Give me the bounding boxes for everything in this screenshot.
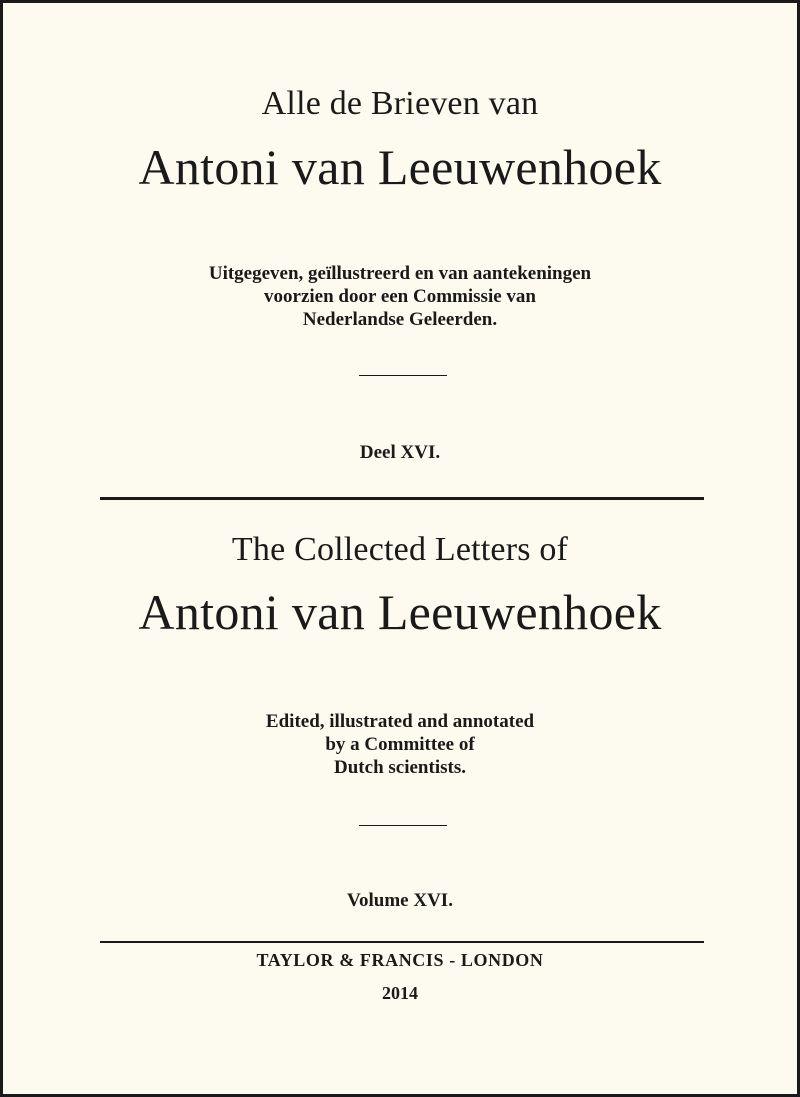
english-description-line-2: by a Committee of [325, 734, 475, 755]
english-pre-title: The Collected Letters of [231, 531, 569, 568]
english-description-line-3: Dutch scientists. [334, 757, 466, 778]
publication-year: 2014 [382, 983, 418, 1003]
imprint-divider [100, 941, 704, 943]
dutch-description-line-1: Uitgegeven, geïllustreerd en van aantekeningen [208, 263, 592, 284]
publisher-name: TAYLOR & FRANCIS - LONDON [256, 950, 544, 970]
dutch-volume: Deel XVI. [359, 442, 441, 463]
section-divider [100, 497, 704, 500]
dutch-pre-title: Alle de Brieven van [261, 85, 539, 122]
english-short-divider [359, 825, 447, 826]
dutch-description-line-2: voorzien door een Commissie van [264, 286, 536, 307]
english-volume: Volume XVI. [347, 890, 453, 911]
english-description-line-1: Edited, illustrated and annotated [265, 711, 535, 732]
dutch-description-line-3: Nederlandse Geleerden. [302, 309, 498, 330]
english-main-title: Antoni van Leeuwenhoek [138, 584, 662, 640]
dutch-main-title: Antoni van Leeuwenhoek [138, 139, 662, 195]
dutch-short-divider [359, 375, 447, 376]
